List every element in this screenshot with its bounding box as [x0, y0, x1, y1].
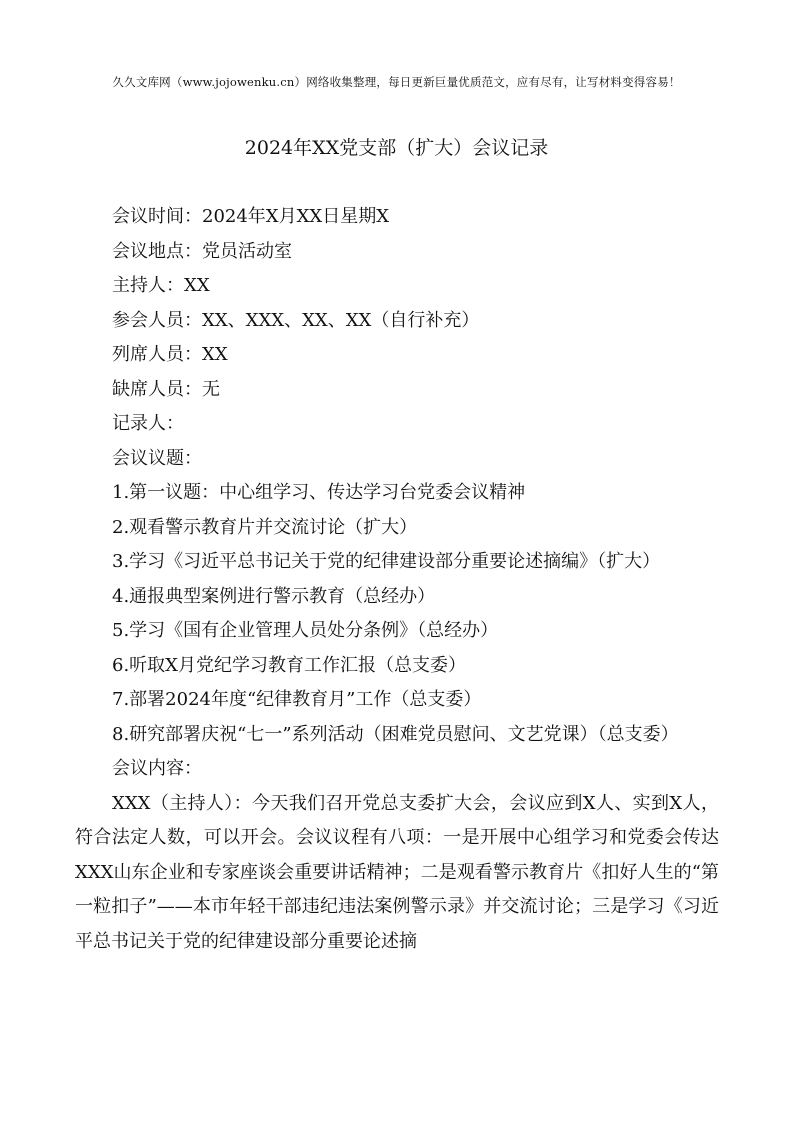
agenda-item: 8.研究部署庆祝“七一”系列活动（困难党员慰问、文艺党课）（总支委） [112, 723, 679, 745]
meeting-recorder-row [75, 407, 719, 442]
document-body [75, 200, 719, 959]
meeting-host-label: 主持人： [112, 275, 184, 296]
document-title: 2024年XX党支部（扩大）会议记录 [244, 137, 549, 159]
meeting-attendees-row [75, 304, 719, 339]
meeting-attendees-label: 参会人员： [112, 309, 202, 331]
agenda-item: 4.通报典型案例进行警示教育（总经办） [112, 585, 436, 607]
meeting-host-row [75, 269, 719, 304]
agenda-heading: 会议议题： [112, 447, 202, 469]
meeting-place-row [75, 235, 719, 270]
meeting-time-value: 2024年X月XX日星期X [202, 206, 390, 227]
meeting-time-row [75, 200, 719, 235]
agenda-item: 2.观看警示教育片并交流讨论（扩大） [112, 516, 418, 538]
meeting-absent-row [75, 373, 719, 408]
agenda-item: 6.听取X月党纪学习教育工作汇报（总支委） [112, 654, 466, 676]
meeting-time-label: 会议时间： [112, 206, 202, 227]
meeting-observers-row [75, 338, 719, 373]
meeting-absent-value: 无 [202, 378, 220, 400]
agenda-item: 1.第一议题：中心组学习、传达学习台党委会议精神 [112, 482, 526, 503]
meeting-observers-label: 列席人员： [112, 344, 202, 365]
meeting-absent-label: 缺席人员： [112, 378, 202, 400]
agenda-item: 7.部署2024年度“纪律教育月”工作（总支委） [112, 689, 482, 710]
meeting-place-label: 会议地点： [112, 240, 202, 262]
meeting-recorder-label: 记录人： [112, 413, 184, 434]
meeting-observers-value: XX [202, 344, 228, 365]
content-heading: 会议内容： [112, 758, 202, 779]
meeting-place-value: 党员活动室 [202, 240, 292, 262]
agenda-item: 3.学习《习近平总书记关于党的纪律建设部分重要论述摘编》（扩大） [112, 551, 661, 572]
page-header: 久久文库网（www.jojowenku.cn）网络收集整理，每日更新巨量优质范文，应有尽有，让写材料变得容易！ [112, 75, 681, 89]
content-paragraph: XXX（主持人）：今天我们召开党总支委扩大会，会议应到X人、实到X人，符合法定人数，可以开会。会议议程有八项：一是开展中心组学习和党委会传达XXX山东企业和专家座谈会重要讲话精神；二是观看警示教育片《扣好人生的“第一粒扣子”——本市年轻干部违纪违法案例警示录》并交流讨论；三是学习《习近平总书记关于党的纪律建设部分重要论述摘 [75, 792, 719, 952]
agenda-item: 5.学习《国有企业管理人员处分条例》（总经办） [112, 620, 499, 641]
meeting-attendees-value: XX、XXX、XX、XX（自行补充） [202, 309, 480, 331]
meeting-host-value: XX [184, 275, 210, 296]
